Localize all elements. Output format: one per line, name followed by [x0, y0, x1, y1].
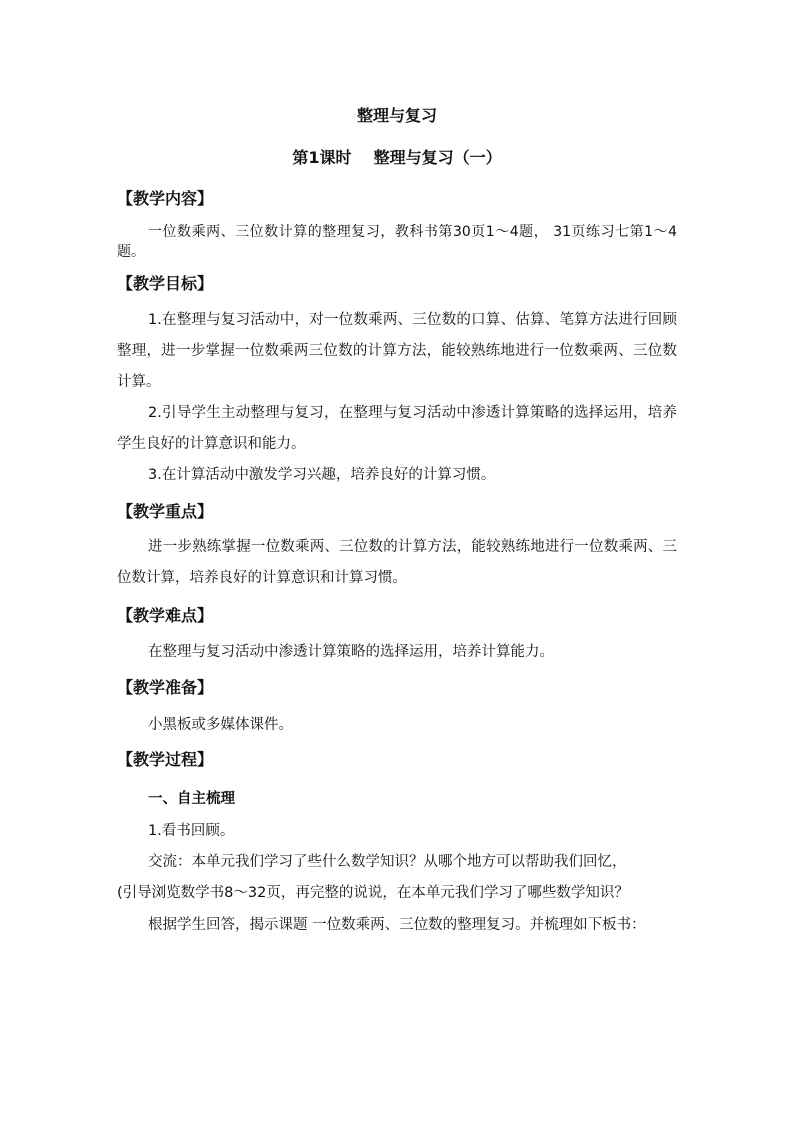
section-heading-process: 【教学过程】 [117, 750, 214, 769]
lesson-title [0, 148, 794, 168]
goal-item-2: 2.引导学生主动整理与复习，在整理与复习活动中渗透计算策略的选择运用，培养学生良好的计算意识和能力。 [117, 405, 677, 452]
process-step1-heading: 一、自主梳理 [148, 791, 235, 807]
goal-item-1: 1.在整理与复习活动中，对一位数乘两、三位数的口算、估算、笔算方法进行回顾整理，进一步掌握一位数乘两三位数的计算方法，能较熟练地进行一位数乘两、三位数计算。 [117, 312, 677, 390]
section-heading-content: 【教学内容】 [117, 189, 214, 208]
content-text: 一位数乘两、三位数计算的整理复习，教科书第30页1～4题， 31页练习七第1～4题。 [117, 224, 677, 260]
process-guide-text: (引导浏览数学书8～32页，再完整的说说，在本单元我们学习了哪些数学知识？ [117, 885, 629, 901]
difficulties-text: 在整理与复习活动中渗透计算策略的选择运用，培养计算能力。 [148, 644, 554, 660]
section-heading-preparation: 【教学准备】 [117, 678, 214, 697]
lesson-number: 第1课时 [292, 148, 352, 167]
process-summary-text: 根据学生回答，揭示课题 一位数乘两、三位数的整理复习。并梳理如下板书： [148, 917, 646, 933]
preparation-text: 小黑板或多媒体课件。 [148, 717, 293, 733]
lesson-subtitle: 整理与复习（一） [373, 148, 502, 167]
process-exchange-text: 交流：本单元我们学习了些什么数学知识？从哪个地方可以帮助我们回忆， [148, 854, 627, 870]
goal-item-3: 3.在计算活动中激发学习兴趣，培养良好的计算习惯。 [148, 467, 496, 483]
document-title: 整理与复习 [356, 106, 437, 125]
section-heading-difficulties: 【教学难点】 [117, 606, 214, 625]
section-heading-goals: 【教学目标】 [117, 274, 214, 293]
section-heading-key-points: 【教学重点】 [117, 502, 214, 521]
key-points-text: 进一步熟练掌握一位数乘两、三位数的计算方法，能较熟练地进行一位数乘两、三位数计算，培养良好的计算意识和计算习惯。 [117, 539, 677, 586]
process-step1-item: 1.看书回顾。 [148, 823, 235, 839]
